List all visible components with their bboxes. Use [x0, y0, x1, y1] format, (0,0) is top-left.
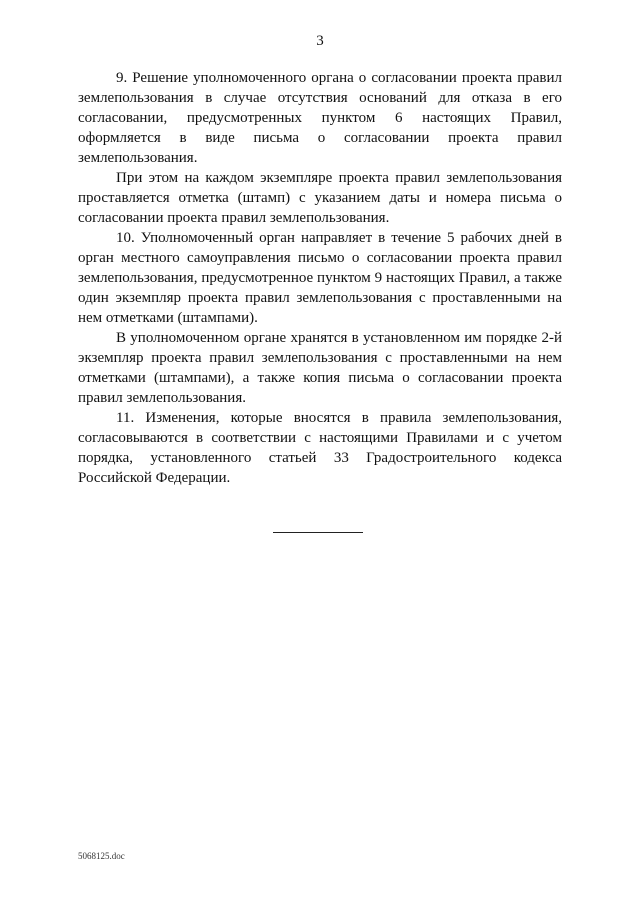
document-body: [78, 68, 562, 488]
paragraph-10-storage: В уполномоченном органе хранятся в установленном им порядке 2-й экземпляр проекта правил землепользования с проставленными на нем отметками (штампами), а также копия письма о согласовании проекта правил землепользования.: [78, 330, 562, 406]
paragraph-9: 9. Решение уполномоченного органа о согласовании проекта правил землепользования в случае отсутствия оснований для отказа в его согласовании, предусмотренных пунктом 6 настоящих Правил, оформляется в виде письма о согласовании проекта правил землепользования.: [78, 70, 562, 166]
page-number: 3: [316, 33, 324, 49]
end-of-document-rule: [273, 532, 363, 533]
paragraph-10: 10. Уполномоченный орган направляет в течение 5 рабочих дней в орган местного самоуправления письмо о согласовании проекта правил землепользования, предусмотренное пунктом 9 настоящих Правил, а также один экземпляр проекта правил землепользования с проставленными на нем отметками (штампами).: [78, 230, 562, 326]
paragraph-9-stamp: При этом на каждом экземпляре проекта правил землепользования проставляется отметка (штамп) с указанием даты и номера письма о согласовании проекта правил землепользования.: [78, 170, 562, 226]
file-name-footer: 5068125.doc: [78, 851, 125, 861]
paragraph-11: 11. Изменения, которые вносятся в правила землепользования, согласовываются в соответствии с настоящими Правилами и с учетом порядка, установленного статьей 33 Градостроительного кодекса Российской Федерации.: [78, 410, 562, 486]
